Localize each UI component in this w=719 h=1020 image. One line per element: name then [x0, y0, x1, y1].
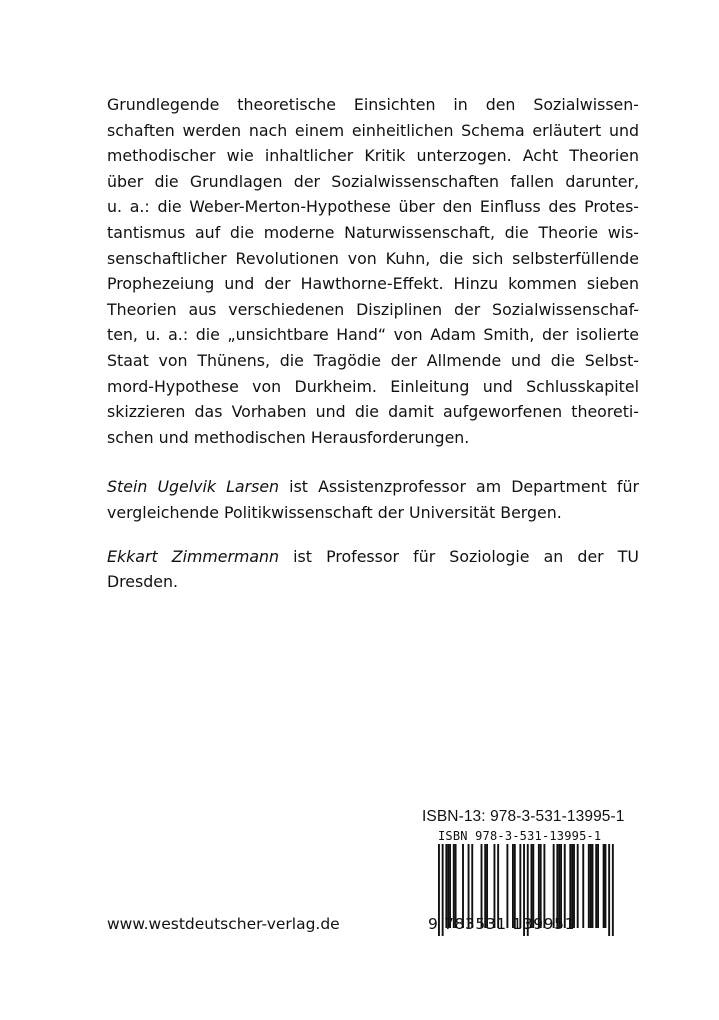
author-bio-text: ist Professor für Soziologie an der TU — [279, 546, 639, 566]
author-name: Ekkart Zimmermann — [107, 546, 280, 566]
author-bio-line — [107, 474, 639, 500]
description-line: tantismus auf die moderne Naturwissenschaft, die Theorie wis- — [107, 222, 639, 242]
barcode-bar — [608, 844, 610, 936]
isbn-barcode-block — [422, 808, 640, 936]
barcode-digits: 9 783531 139951 — [428, 915, 576, 933]
author-bio-line — [107, 544, 639, 570]
barcode-bar — [592, 844, 594, 928]
description-line: Prophezeiung und der Hawthorne-Effekt. Hinzu kommen sieben — [107, 274, 639, 294]
description-line: Theorien aus verschiedenen Disziplinen der Sozialwissenschaf- — [107, 299, 639, 319]
description-paragraph — [107, 92, 639, 450]
description-line: senschaftlicher Revolutionen von Kuhn, die sich selbsterfüllende — [107, 248, 639, 268]
description-line: mord-Hypothese von Durkheim. Einleitung und Schlusskapitel — [107, 376, 639, 396]
barcode-bar — [605, 844, 607, 928]
description-line: über die Grundlagen der Sozialwissenschaften fallen darunter, — [107, 171, 639, 191]
description-line: methodischer wie inhaltlicher Kritik unterzogen. Acht Theorien — [107, 146, 639, 166]
barcode-bar — [590, 844, 592, 928]
barcode-bar — [595, 844, 597, 928]
author-bio-text: ist Assistenzprofessor am Department für — [279, 477, 639, 497]
barcode-bar — [588, 844, 590, 928]
isbn-barcode-text: ISBN 978-3-531-13995-1 — [438, 829, 602, 843]
barcode-bar — [603, 844, 605, 928]
barcode-bar — [612, 844, 614, 936]
description-line: ten, u. a.: die „unsichtbare Hand“ von Adam Smith, der isolierte — [107, 325, 639, 345]
description-line: schen und methodischen Herausforderungen. — [107, 427, 470, 447]
publisher-url: www.westdeutscher-verlag.de — [107, 915, 340, 933]
description-line: Grundlegende theoretische Einsichten in den Sozialwissen- — [107, 95, 639, 114]
isbn-label: ISBN-13: 978-3-531-13995-1 — [422, 808, 625, 825]
description-line: Staat von Thünens, die Tragödie der Allmende und die Selbst- — [107, 350, 639, 370]
author-bio-zimmermann — [107, 544, 639, 595]
author-bio-line: vergleichende Politikwissenschaft der Universität Bergen. — [107, 502, 562, 522]
blurb-text — [107, 92, 639, 595]
description-line: u. a.: die Weber-Merton-Hypothese über den Einfluss des Protes- — [107, 197, 639, 217]
author-bio-line: Dresden. — [107, 572, 179, 592]
description-line: skizzieren das Vorhaben und die damit aufgeworfenen theoreti- — [107, 402, 639, 422]
barcode-bar — [577, 844, 579, 928]
description-line: schaften werden nach einem einheitlichen Schema erläutert und — [107, 120, 639, 140]
author-bio-larsen — [107, 474, 639, 525]
author-name: Stein Ugelvik Larsen — [107, 477, 280, 497]
barcode-bar — [597, 844, 599, 928]
barcode-bar — [582, 844, 584, 928]
